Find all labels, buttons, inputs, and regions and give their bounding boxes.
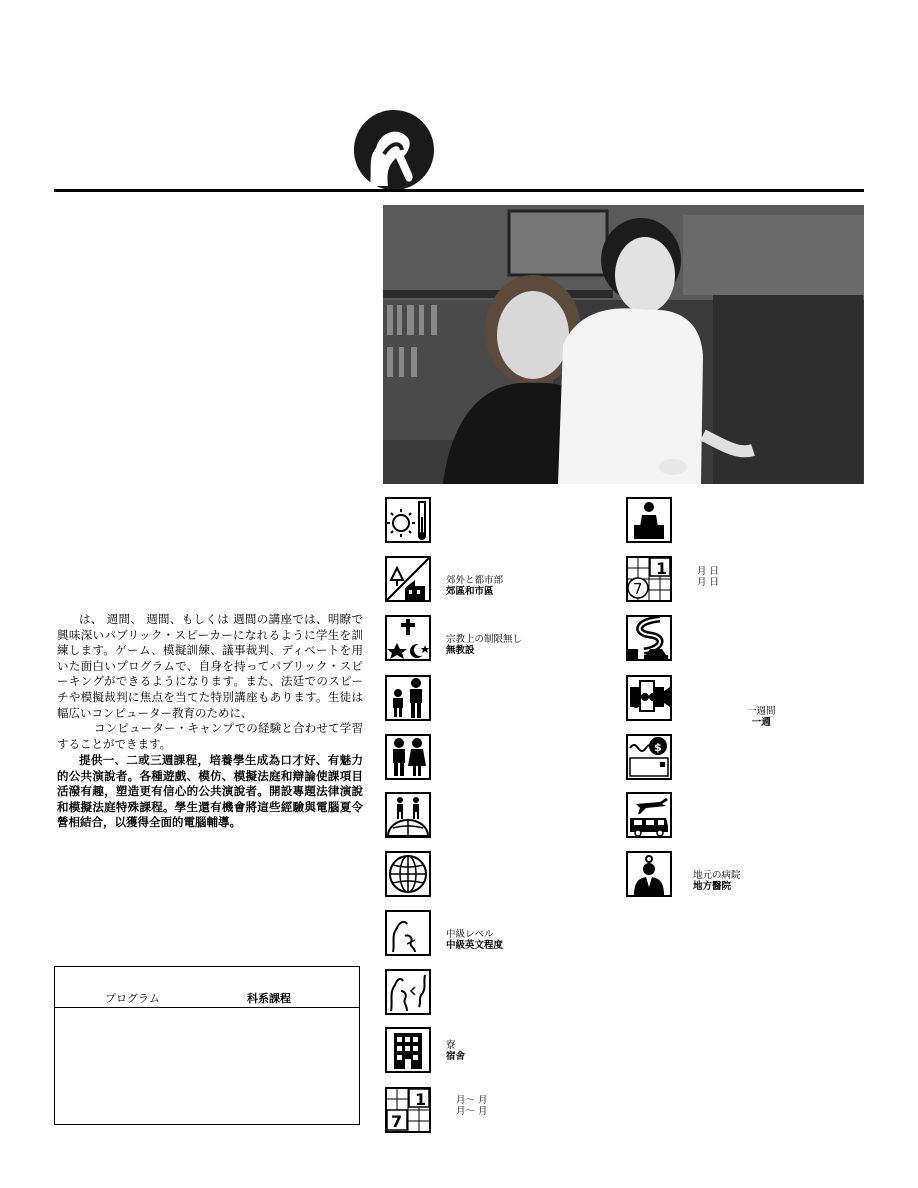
- globe-icon: [385, 851, 431, 897]
- calendar-icon: [385, 1087, 431, 1133]
- ja-paragraph-2: コンピューター・キャンプでの経験と合わせて学習することができます。: [57, 721, 363, 751]
- person-at-desk-icon: [626, 497, 672, 543]
- svg-text:7: 7: [633, 580, 643, 598]
- session-dates-label-zh: 月～ 月: [456, 1106, 488, 1117]
- english-level-label-ja: 中級レベル: [446, 929, 494, 940]
- hospital-label-zh: 地方醫院: [693, 881, 732, 892]
- svg-text:$: $: [654, 741, 662, 754]
- housing-label-zh: 宿舍: [446, 1051, 466, 1062]
- ja-paragraph-1: は、 週間、 週間、もしくは 週間の講座では、明瞭で興味深いパブリック・スピーカーになれるように学生を訓練します。ゲーム、模擬訓練、議事裁判、ディベートを用いた面白いプログラムで、自身を持ってパブリック・スピーキングができるようになります。また、法廷でのスピーチや模擬裁判に焦点を当てた特別講座もあります。生徒は幅広いコンピューター教育のために、: [57, 612, 363, 720]
- speaking-heads-icon: [385, 969, 431, 1015]
- road-car-icon: [626, 615, 672, 661]
- svg-text:1: 1: [656, 559, 668, 578]
- camp-logo: [350, 108, 438, 190]
- money-mail-icon: [626, 734, 672, 780]
- table-header-course: 科系課程: [247, 992, 291, 1005]
- hospital-label-ja: 地元の病院: [693, 870, 741, 881]
- svg-text:7: 7: [391, 1112, 403, 1131]
- people-on-globe-icon: [385, 792, 431, 838]
- program-description-zh: [57, 753, 363, 831]
- speaking-head-icon: [385, 910, 431, 956]
- suburban-urban-icon: [385, 556, 431, 602]
- religion-symbols-icon: [385, 615, 431, 661]
- header-rule: [54, 189, 864, 192]
- duration-label-zh: 一週: [751, 717, 771, 728]
- arrival-date-label-ja: 月 日: [697, 566, 720, 577]
- setting-label-zh: 郊區和市區: [446, 586, 494, 597]
- students-photo: [383, 205, 864, 484]
- calendar-date-icon: [626, 556, 672, 602]
- zh-paragraph: 提供一、二或三週課程，培養學生成為口才好、有魅力的公共演說者。各種遊戲、模仿、模擬法庭和辯論使課項目活潑有趣，塑造更有信心的公共演說者。開設專題法律演說和模擬法庭特殊課程。學生還有機會將這些經驗與電腦夏令營相結合，以獲得全面的電腦輔導。: [57, 753, 363, 830]
- arrival-date-label-zh: 月 日: [697, 577, 720, 588]
- svg-text:1: 1: [415, 1090, 427, 1109]
- dormitory-building-icon: [385, 1027, 431, 1073]
- english-level-label-zh: 中級英文程度: [446, 940, 504, 951]
- program-description-ja: [57, 612, 363, 752]
- housing-label-ja: 寮: [446, 1040, 456, 1051]
- sun-thermometer-icon: [385, 497, 431, 543]
- setting-label-ja: 郊外と都市部: [446, 575, 504, 586]
- program-table: [54, 966, 360, 1125]
- table-header-program: プログラム: [105, 992, 160, 1005]
- table-header-divider: [55, 1007, 359, 1008]
- boy-girl-icon: [385, 675, 431, 721]
- duration-label-ja: 一週間: [747, 706, 776, 717]
- camera-icon: [626, 675, 672, 721]
- two-people-icon: [385, 734, 431, 780]
- session-dates-label-ja: 月～ 月: [456, 1095, 488, 1106]
- airplane-van-icon: [626, 792, 672, 838]
- doctor-icon: [626, 851, 672, 897]
- religion-label-ja: 宗教上の制限無し: [446, 634, 523, 645]
- religion-label-zh: 無教設: [446, 645, 475, 656]
